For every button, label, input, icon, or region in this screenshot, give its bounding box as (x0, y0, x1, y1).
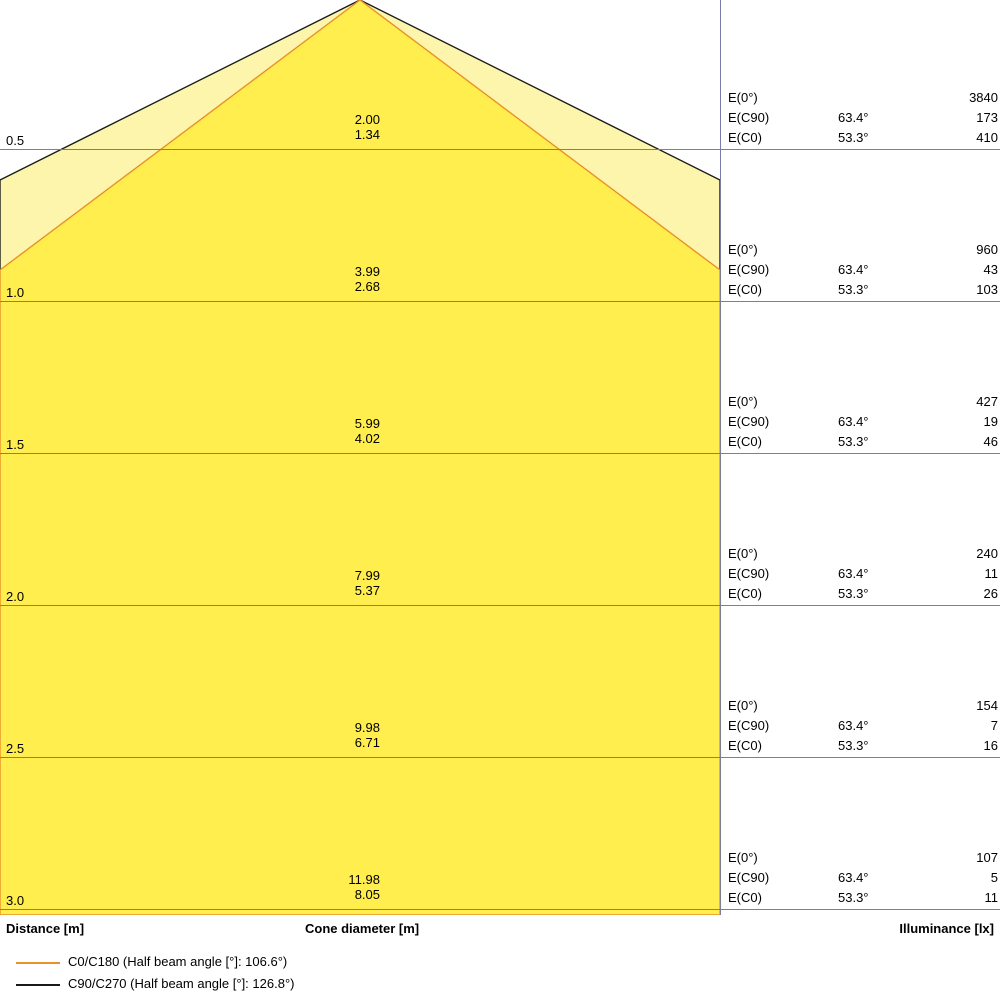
illuminance-value: 154 (976, 698, 998, 713)
illuminance-label: E(C90) (728, 262, 770, 277)
cone-diameter-c0: 9.98 (354, 720, 380, 735)
illuminance-angle: 53.3° (838, 282, 869, 297)
illuminance-label: E(0°) (728, 850, 758, 865)
illuminance-angle: 63.4° (838, 414, 869, 429)
axis-captions (0, 918, 1000, 944)
illuminance-label: E(0°) (728, 242, 758, 257)
illuminance-row (728, 260, 998, 280)
distance-label: 0.5 (6, 133, 25, 148)
illuminance-angle: 63.4° (838, 718, 869, 733)
cone-diameter-c90: 5.37 (354, 583, 380, 598)
illuminance-row (728, 888, 998, 908)
illuminance-angle: 53.3° (838, 738, 869, 753)
illuminance-row (728, 280, 998, 300)
cone-diameter-c90: 1.34 (354, 127, 380, 142)
illuminance-angle: 63.4° (838, 870, 869, 885)
cone-diameter-c0: 5.99 (354, 416, 380, 431)
illuminance-row (728, 848, 998, 868)
illuminance-value: 11 (984, 890, 998, 905)
illuminance-value: 16 (983, 738, 998, 753)
illuminance-label: E(C0) (728, 738, 762, 753)
illuminance-row (728, 716, 998, 736)
illuminance-value: 5 (990, 870, 998, 885)
illuminance-angle: 63.4° (838, 566, 869, 581)
illuminance-value: 7 (990, 718, 998, 733)
illuminance-label: E(C0) (728, 282, 762, 297)
illuminance-value: 960 (976, 242, 998, 257)
distance-label: 2.0 (6, 589, 25, 604)
illuminance-row (728, 868, 998, 888)
legend-swatch-c0-icon (16, 962, 60, 964)
illuminance-row (728, 584, 998, 604)
illuminance-block (728, 240, 998, 300)
illuminance-value: 26 (983, 586, 998, 601)
illuminance-label: E(C0) (728, 586, 762, 601)
illuminance-label: E(C0) (728, 130, 762, 145)
illuminance-row (728, 108, 998, 128)
illuminance-block (728, 696, 998, 756)
illuminance-value: 173 (976, 110, 998, 125)
illuminance-row (728, 412, 998, 432)
illuminance-row (728, 88, 998, 108)
illuminance-label: E(C90) (728, 870, 770, 885)
illuminance-value: 427 (976, 394, 998, 409)
row-separator (0, 909, 1000, 910)
illuminance-axis-label: Illuminance [lx] (899, 921, 994, 936)
illuminance-angle: 63.4° (838, 262, 869, 277)
table-divider (720, 0, 721, 915)
illuminance-label: E(0°) (728, 90, 758, 105)
illuminance-label: E(0°) (728, 394, 758, 409)
illuminance-label: E(C90) (728, 718, 770, 733)
cone-diameter-c0: 7.99 (354, 568, 380, 583)
illuminance-block (728, 88, 998, 148)
row-separator (0, 453, 1000, 454)
illuminance-row (728, 564, 998, 584)
cone-diameter-c0: 3.99 (354, 264, 380, 279)
illuminance-angle: 53.3° (838, 130, 869, 145)
illuminance-label: E(C90) (728, 414, 770, 429)
illuminance-value: 107 (976, 850, 998, 865)
distance-label: 2.5 (6, 741, 25, 756)
illuminance-angle: 53.3° (838, 434, 869, 449)
illuminance-value: 410 (976, 130, 998, 145)
illuminance-label: E(C90) (728, 566, 770, 581)
cone-diameter-c0: 2.00 (354, 112, 380, 127)
illuminance-angle: 63.4° (838, 110, 869, 125)
illuminance-label: E(C0) (728, 890, 762, 905)
distance-label: 3.0 (6, 893, 25, 908)
legend-swatch-c90-icon (16, 984, 60, 986)
cone-diameter-c0: 11.98 (348, 872, 380, 887)
illuminance-label: E(0°) (728, 546, 758, 561)
legend-label: C90/C270 (Half beam angle [°]: 126.8°) (68, 976, 295, 991)
illuminance-block (728, 392, 998, 452)
distance-axis-label: Distance [m] (6, 921, 85, 936)
legend-item (0, 952, 1000, 974)
illuminance-row (728, 392, 998, 412)
illuminance-row (728, 696, 998, 716)
illuminance-label: E(0°) (728, 698, 758, 713)
row-separator (0, 149, 1000, 150)
row-separator (0, 301, 1000, 302)
illuminance-value: 103 (976, 282, 998, 297)
row-separator (0, 605, 1000, 606)
illuminance-label: E(C90) (728, 110, 770, 125)
legend-label: C0/C180 (Half beam angle [°]: 106.6°) (68, 954, 288, 969)
cone-diameter-c90: 8.05 (354, 887, 380, 902)
illuminance-row (728, 544, 998, 564)
row-separator (0, 757, 1000, 758)
illuminance-row (728, 240, 998, 260)
illuminance-value: 3840 (969, 90, 998, 105)
legend (0, 952, 1000, 996)
illuminance-row (728, 128, 998, 148)
illuminance-row (728, 432, 998, 452)
illuminance-value: 19 (983, 414, 998, 429)
illuminance-block (728, 848, 998, 908)
illuminance-angle: 53.3° (838, 586, 869, 601)
legend-item (0, 974, 1000, 996)
illuminance-value: 43 (983, 262, 998, 277)
illuminance-value: 11 (984, 566, 998, 581)
illuminance-row (728, 736, 998, 756)
distance-label: 1.0 (6, 285, 25, 300)
cone-diameter-c90: 4.02 (354, 431, 380, 446)
cone-diameter-c90: 2.68 (354, 279, 380, 294)
illuminance-block (728, 544, 998, 604)
illuminance-value: 46 (983, 434, 998, 449)
distance-label: 1.5 (6, 437, 25, 452)
cone-diameter-c90: 6.71 (354, 735, 380, 750)
illuminance-value: 240 (976, 546, 998, 561)
illuminance-angle: 53.3° (838, 890, 869, 905)
cone-diameter-axis-label: Cone diameter [m] (305, 921, 420, 936)
illuminance-label: E(C0) (728, 434, 762, 449)
